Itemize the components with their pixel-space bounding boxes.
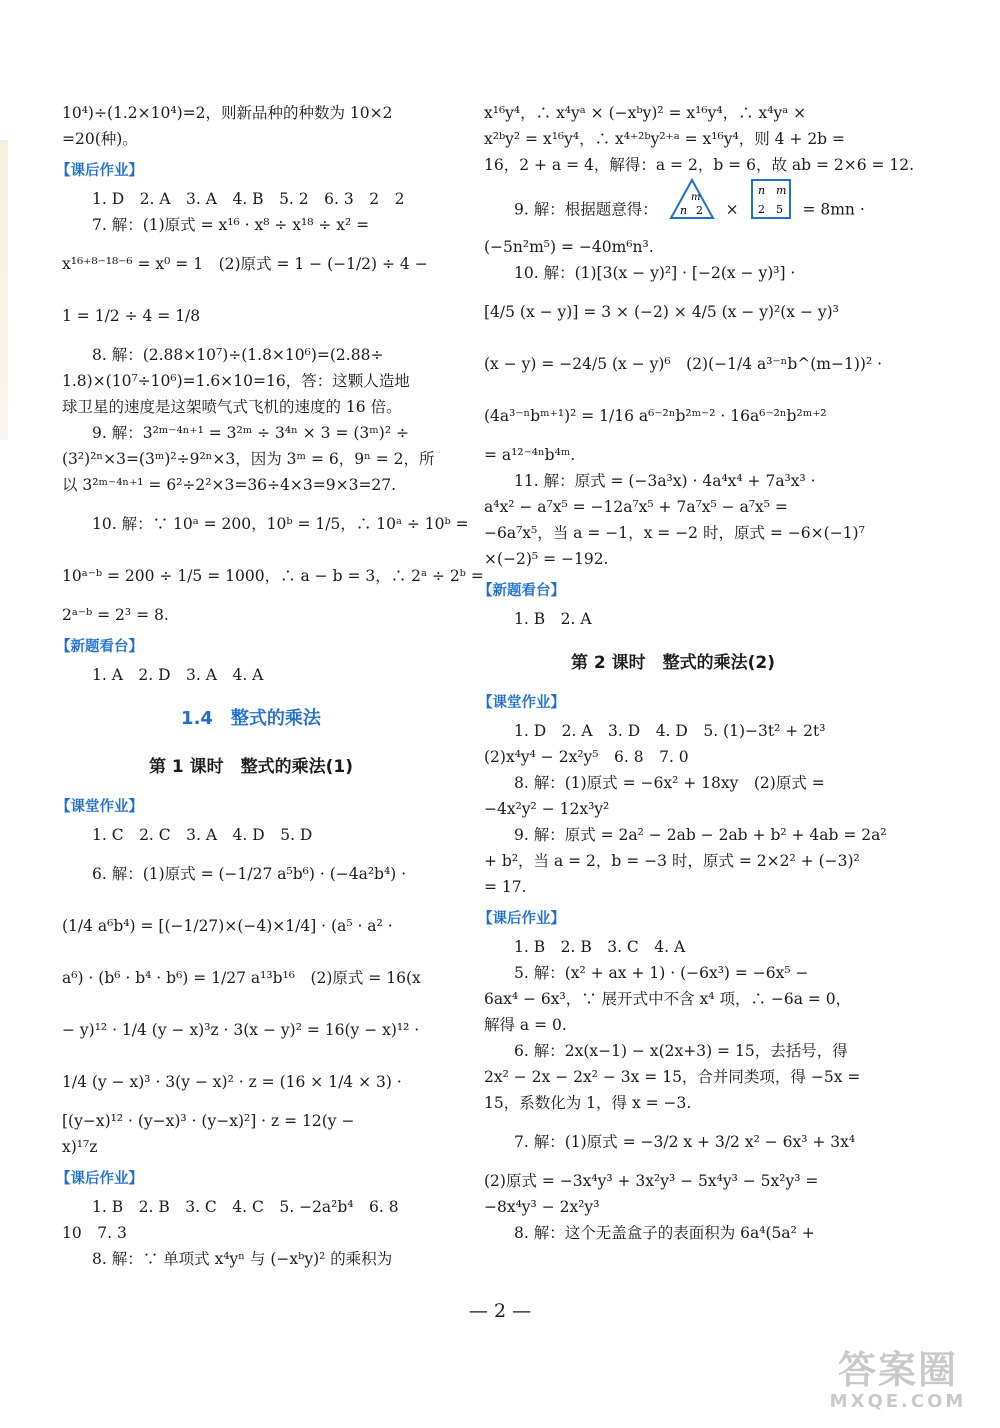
answer-line: 11. 解：原式 = (−3a³x) · 4a⁴x⁴ + 7a³x³ · bbox=[514, 472, 816, 490]
answer-line: 1. D 2. A 3. D 4. D 5. (1)−3t² + 2t³ bbox=[514, 722, 826, 740]
answer-text: 9. 解：根据题意得： bbox=[514, 200, 658, 219]
answer-line: 1/4 (y − x)³ · 3(y − x)² · z = (16 × 1/4 × 3) · bbox=[62, 1073, 402, 1091]
answer-line: 6ax⁴ − 6x³，∵ 展开式中不含 x⁴ 项，∴ −6a = 0， bbox=[484, 990, 852, 1008]
section-tag: 【课堂作业】 bbox=[478, 695, 565, 711]
section-tag: 【课后作业】 bbox=[56, 1171, 143, 1187]
answer-line: 2x² − 2x − 2x² − 3x = 15，合并同类项，得 −5x = bbox=[484, 1068, 861, 1086]
square-figure bbox=[750, 178, 792, 243]
answer-line: = 17. bbox=[484, 878, 527, 896]
text-line: =20(种)。 bbox=[62, 130, 138, 148]
site-watermark-logo bbox=[808, 1348, 988, 1418]
section-tag: 【新题看台】 bbox=[478, 583, 565, 599]
lesson-title: 第 1 课时 整式的乘法(1) bbox=[148, 757, 354, 777]
answer-line: 9. 解：3²ᵐ⁻⁴ⁿ⁺¹ = 3²ᵐ ÷ 3⁴ⁿ × 3 = (3ᵐ)² ÷ bbox=[92, 424, 409, 442]
section-tag: 【课后作业】 bbox=[478, 911, 565, 927]
answer-line: 1. D 2. A 3. A 4. B 5. 2 6. 3 2 2 bbox=[92, 190, 405, 208]
watermark-top: 答案圈 bbox=[837, 1348, 958, 1392]
answer-line: a⁴x² − a⁷x⁵ = −12a⁷x⁵ + 7a⁷x⁵ − a⁷x⁵ = bbox=[484, 498, 788, 516]
answer-line: (2)x⁴y⁴ − 2x²y⁵ 6. 8 7. 0 bbox=[484, 748, 689, 766]
answer-line: (−5n²m⁵) = −40m⁶n³. bbox=[484, 238, 654, 256]
right-column bbox=[478, 100, 915, 1246]
answer-line: 10ᵃ⁻ᵇ = 200 ÷ 1/5 = 1000，∴ a − b = 3，∴ 2ᵃ ÷ 2ᵇ = bbox=[62, 567, 484, 585]
answer-line: 5. 解：(x² + ax + 1) · (−6x³) = −6x⁵ − bbox=[514, 964, 809, 982]
answer-line: x¹⁶⁺⁸⁻¹⁸⁻⁶ = x⁰ = 1 (2)原式 = 1 − (−1/2) ÷ 4 − bbox=[62, 255, 428, 273]
square-label-bl: 2 bbox=[757, 203, 765, 216]
page-number: — 2 — bbox=[468, 1300, 532, 1322]
watermark-bottom: MXQE.COM bbox=[829, 1391, 967, 1412]
square-label-tl: n bbox=[757, 184, 765, 197]
section-title: 1.4 整式的乘法 bbox=[181, 708, 321, 729]
answer-line: 1. B 2. B 3. C 4. C 5. −2a²b⁴ 6. 8 bbox=[92, 1198, 399, 1216]
answer-line: a⁶) · (b⁶ · b⁴ · b⁶) = 1/27 a¹³b¹⁶ (2)原式 = 16(x bbox=[62, 969, 421, 987]
answer-line: 2ᵃ⁻ᵇ = 2³ = 8. bbox=[62, 606, 169, 624]
answer-line: 以 3²ᵐ⁻⁴ⁿ⁺¹ = 6²÷2²×3=36÷4×3=9×3=27. bbox=[62, 476, 397, 494]
answer-line: 解得 a = 0. bbox=[484, 1016, 567, 1034]
answer-line: x)¹⁷z bbox=[62, 1138, 98, 1156]
answer-line: [(y−x)¹² · (y−x)³ · (y−x)²] · z = 12(y − bbox=[62, 1112, 355, 1130]
triangle-figure bbox=[669, 178, 715, 243]
section-tag: 【新题看台】 bbox=[56, 639, 143, 655]
answer-line: (1/4 a⁶b⁴) = [(−1/27)×(−4)×1/4] · (a⁵ · a² · bbox=[62, 917, 393, 935]
answer-line: 9. 解：原式 = 2a² − 2ab − 2ab + b² + 4ab = 2a² bbox=[514, 826, 887, 844]
answer-line: x²ᵇy² = x¹⁶y⁴，∴ x⁴⁺²ᵇy²⁺ᵃ = x¹⁶y⁴，则 4 + 2b = bbox=[484, 130, 846, 148]
square-label-br: 5 bbox=[775, 203, 783, 216]
answer-line: 1.8)×(10⁷÷10⁶)=1.6×10=16，答：这颗人造地 bbox=[62, 372, 410, 390]
section-tag: 【课堂作业】 bbox=[56, 799, 143, 815]
answer-line: 16，2 + a = 4，解得：a = 2，b = 6，故 ab = 2×6 = 12. bbox=[484, 156, 915, 174]
answer-line: 1. B 2. A bbox=[514, 610, 592, 628]
answer-line: 8. 解：∵ 单项式 x⁴yⁿ 与 (−xᵇy)² 的乘积为 bbox=[92, 1250, 393, 1268]
answer-line: 1. A 2. D 3. A 4. A bbox=[92, 666, 264, 684]
answer-line: [4/5 (x − y)] = 3 × (−2) × 4/5 (x − y)²(x − y)³ bbox=[484, 303, 839, 321]
answer-line: = a¹²⁻⁴ⁿb⁴ᵐ. bbox=[484, 446, 576, 464]
page-edge-shadow bbox=[0, 140, 8, 440]
answer-line: 1 = 1/2 ÷ 4 = 1/8 bbox=[62, 307, 201, 325]
answer-line: 1. B 2. B 3. C 4. A bbox=[514, 938, 686, 956]
answer-line: + b²，当 a = 2，b = −3 时，原式 = 2×2² + (−3)² bbox=[484, 852, 860, 870]
answer-line: 7. 解：(1)原式 = −3/2 x + 3/2 x² − 6x³ + 3x⁴ bbox=[514, 1133, 856, 1151]
answer-line: x¹⁶y⁴，∴ x⁴yᵃ × (−xᵇy)² = x¹⁶y⁴，∴ x⁴yᵃ × bbox=[484, 104, 807, 122]
answer-line-with-figure bbox=[484, 178, 865, 234]
answer-line: 10. 解：∵ 10ᵃ = 200，10ᵇ = 1/5，∴ 10ᵃ ÷ 10ᵇ = bbox=[92, 515, 469, 533]
answer-line: −8x⁴y³ − 2x²y³ bbox=[484, 1198, 600, 1216]
square-label-tr: m bbox=[775, 184, 786, 197]
answer-text: = 8mn · bbox=[802, 200, 865, 219]
triangle-label-left: n bbox=[679, 204, 687, 217]
answer-line: (x − y) = −24/5 (x − y)⁶ (2)(−1/4 a³⁻ⁿb^(m−1))² · bbox=[484, 355, 883, 373]
answer-line: 8. 解：(2.88×10⁷)÷(1.8×10⁶)=(2.88÷ bbox=[92, 346, 384, 364]
answer-line: 8. 解：这个无盖盒子的表面积为 6a⁴(5a² + bbox=[514, 1224, 815, 1242]
answer-line: 6. 解：(1)原式 = (−1/27 a⁵b⁶) · (−4a²b⁴) · bbox=[92, 865, 407, 883]
lesson-title: 第 2 课时 整式的乘法(2) bbox=[570, 653, 776, 673]
triangle-label-top: m bbox=[690, 192, 701, 203]
answer-line: 15，系数化为 1，得 x = −3. bbox=[484, 1094, 692, 1112]
answer-line: (2)原式 = −3x⁴y³ + 3x²y³ − 5x⁴y³ − 5x²y³ = bbox=[484, 1172, 819, 1190]
left-column bbox=[56, 100, 484, 1272]
answer-line: ×(−2)⁵ = −192. bbox=[484, 550, 609, 568]
answer-line: 6. 解：2x(x−1) − x(2x+3) = 15，去括号，得 bbox=[514, 1042, 848, 1060]
section-tag: 【课后作业】 bbox=[56, 163, 143, 179]
answer-line: − y)¹² · 1/4 (y − x)³z · 3(x − y)² = 16(y − x)¹² · bbox=[62, 1021, 420, 1039]
answer-line: 1. C 2. C 3. A 4. D 5. D bbox=[92, 826, 313, 844]
triangle-label-right: 2 bbox=[695, 204, 703, 217]
answer-line: 球卫星的速度是这架喷气式飞机的速度的 16 倍。 bbox=[62, 398, 402, 416]
answer-line: (3²)²ⁿ×3=(3ᵐ)²÷9²ⁿ×3，因为 3ᵐ = 6，9ⁿ = 2，所 bbox=[62, 450, 435, 468]
answer-line: 10. 解：(1)[3(x − y)²] · [−2(x − y)³] · bbox=[514, 264, 796, 282]
answer-line: 10 7. 3 bbox=[62, 1224, 127, 1242]
answer-line: 8. 解：(1)原式 = −6x² + 18xy (2)原式 = bbox=[514, 774, 825, 792]
times-sign: × bbox=[725, 200, 744, 219]
answer-line: −4x²y² − 12x³y² bbox=[484, 800, 610, 818]
answer-line: −6a⁷x⁵，当 a = −1，x = −2 时，原式 = −6×(−1)⁷ bbox=[484, 524, 865, 542]
answer-line: 7. 解：(1)原式 = x¹⁶ · x⁸ ÷ x¹⁸ ÷ x² = bbox=[92, 216, 370, 234]
text-line: 10⁴)÷(1.2×10⁴)=2，则新品种的种数为 10×2 bbox=[62, 104, 393, 122]
answer-line: (4a³⁻ⁿbᵐ⁺¹)² = 1/16 a⁶⁻²ⁿb²ᵐ⁻² · 16a⁶⁻²ⁿb²ᵐ⁺² bbox=[484, 407, 827, 425]
